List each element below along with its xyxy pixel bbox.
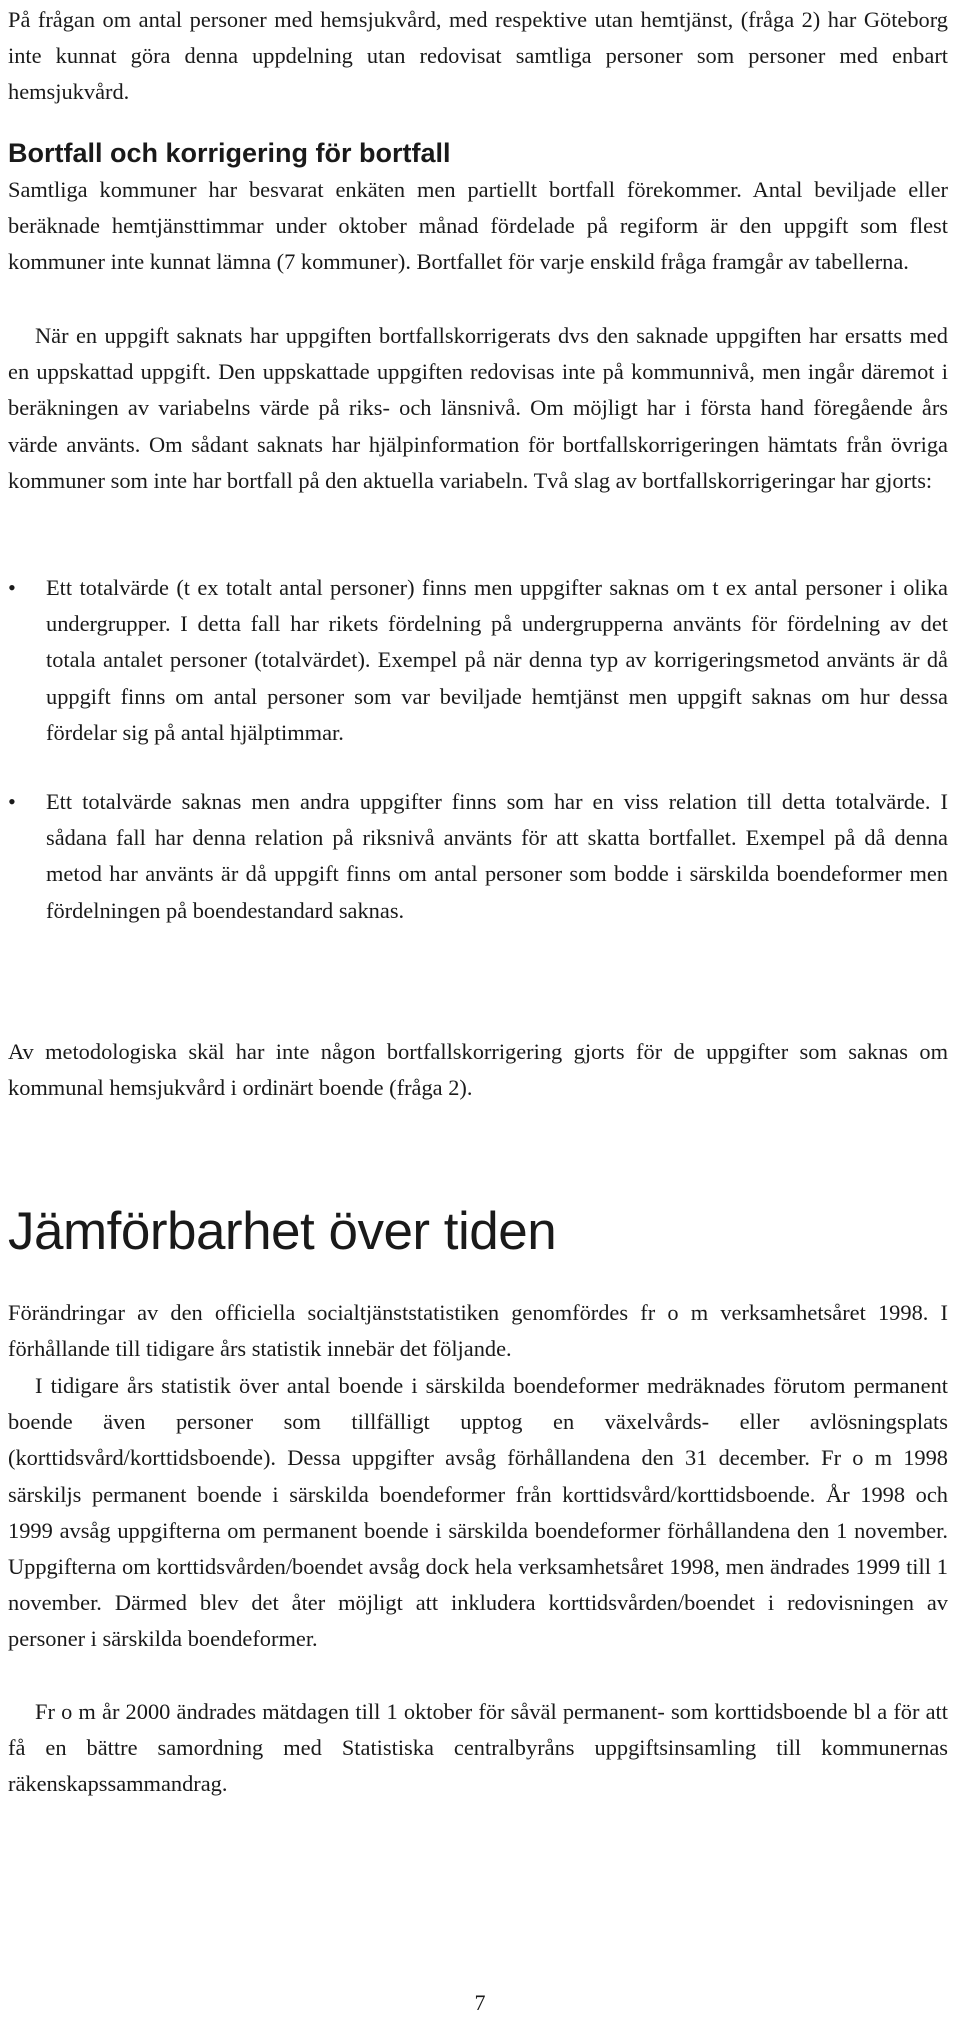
jamforbarhet-paragraph-3: Fr o m år 2000 ändrades mätdagen till 1 oktober för såväl permanent- som korttidsboende bl a för att få en bättre samordning med Statistiska centralbyråns uppgiftsinsamling till kommunernas räkenskapssammandrag.: [8, 1699, 948, 1797]
bortfall-heading: Bortfall och korrigering för bortfall: [8, 138, 451, 168]
bullet-text-2: Ett totalvärde saknas men andra uppgifter finns som har en viss relation till detta totalvärde. I sådana fall har denna relation på riksnivå använts för att skatta bortfallet. Exempel på då denna metod har använts är då uppgift finns om antal personer som bodde i särskilda boendeformer men fördelningen på boendestandard saknas.: [46, 789, 948, 923]
bullet-text-1: Ett totalvärde (t ex totalt antal personer) finns men uppgifter saknas om t ex antal personer i olika undergrupper. I detta fall har rikets fördelning på undergrupperna använts för fördelning av det totala antalet personer (totalvärdet). Exempel på när denna typ av korrigeringsmetod använts är då uppgift finns om antal personer som var beviljade hemtjänst men uppgift saknas om hur dessa fördelar sig på antal hjälptimmar.: [46, 575, 948, 745]
jamforbarhet-paragraph-1: Förändringar av den officiella socialtjänststatistiken genomfördes fr o m verksamhetsåret 1998. I förhållande till tidigare års statistik innebär det följande.: [8, 1300, 948, 1362]
bortfall-paragraph-2: När en uppgift saknats har uppgiften bortfallskorrigerats dvs den saknade uppgiften har ersatts med en uppskattad uppgift. Den uppskattade uppgiften redovisas inte på kommunnivå, men ingår däremot i beräkningen av variabelns värde på riks- och länsnivå. Om möjligt har i första hand föregående års värde använts. Om sådant saknats har hjälpinformation för bortfallskorrigeringen hämtats från övriga kommuner som inte har bortfall på den aktuella variabeln. Två slag av bortfallskorrigeringar har gjorts:: [8, 323, 948, 493]
bullet-item-1: [8, 570, 948, 751]
jamforbarhet-paragraph-2: I tidigare års statistik över antal boende i särskilda boendeformer medräknades förutom permanent boende även personer som tillfälligt upptog en växelvårds- eller avlösningsplats (korttidsvård/korttidsboende). Dessa uppgifter avsåg förhållandena den 31 december. Fr o m 1998 särskiljs permanent boende i särskilda boendeformer från korttidsvård/korttidsboende. År 1998 och 1999 avsåg uppgifterna om permanent boende i särskilda boendeformer förhållandena den 1 november. Uppgifterna om korttidsvården/boendet avsåg dock hela verksamhetsåret 1998, men ändrades 1999 till 1 november. Därmed blev det åter möjligt att inkludera korttidsvården/boendet i redovisningen av personer i särskilda boendeformer.: [8, 1373, 948, 1652]
bullet-icon: •: [8, 575, 16, 600]
bullet-item-2: [8, 784, 948, 929]
bullet-icon: •: [8, 789, 16, 814]
jamforbarhet-heading: Jämförbarhet över tiden: [8, 1202, 557, 1261]
bortfall-closing-paragraph: Av metodologiska skäl har inte någon bortfallskorrigering gjorts för de uppgifter som saknas om kommunal hemsjukvård i ordinärt boende (fråga 2).: [8, 1039, 948, 1101]
bortfall-paragraph-1: Samtliga kommuner har besvarat enkäten men partiellt bortfall förekommer. Antal beviljade eller beräknade hemtjänsttimmar under oktober månad fördelade på regiform är den uppgift som flest kommuner inte kunnat lämna (7 kommuner). Bortfallet för varje enskild fråga framgår av tabellerna.: [8, 177, 948, 275]
intro-paragraph: På frågan om antal personer med hemsjukvård, med respektive utan hemtjänst, (fråga 2) har Göteborg inte kunnat göra denna uppdelning utan redovisat samtliga personer som personer med enbart hemsjukvård.: [8, 7, 948, 105]
page-number: 7: [474, 1990, 486, 2015]
